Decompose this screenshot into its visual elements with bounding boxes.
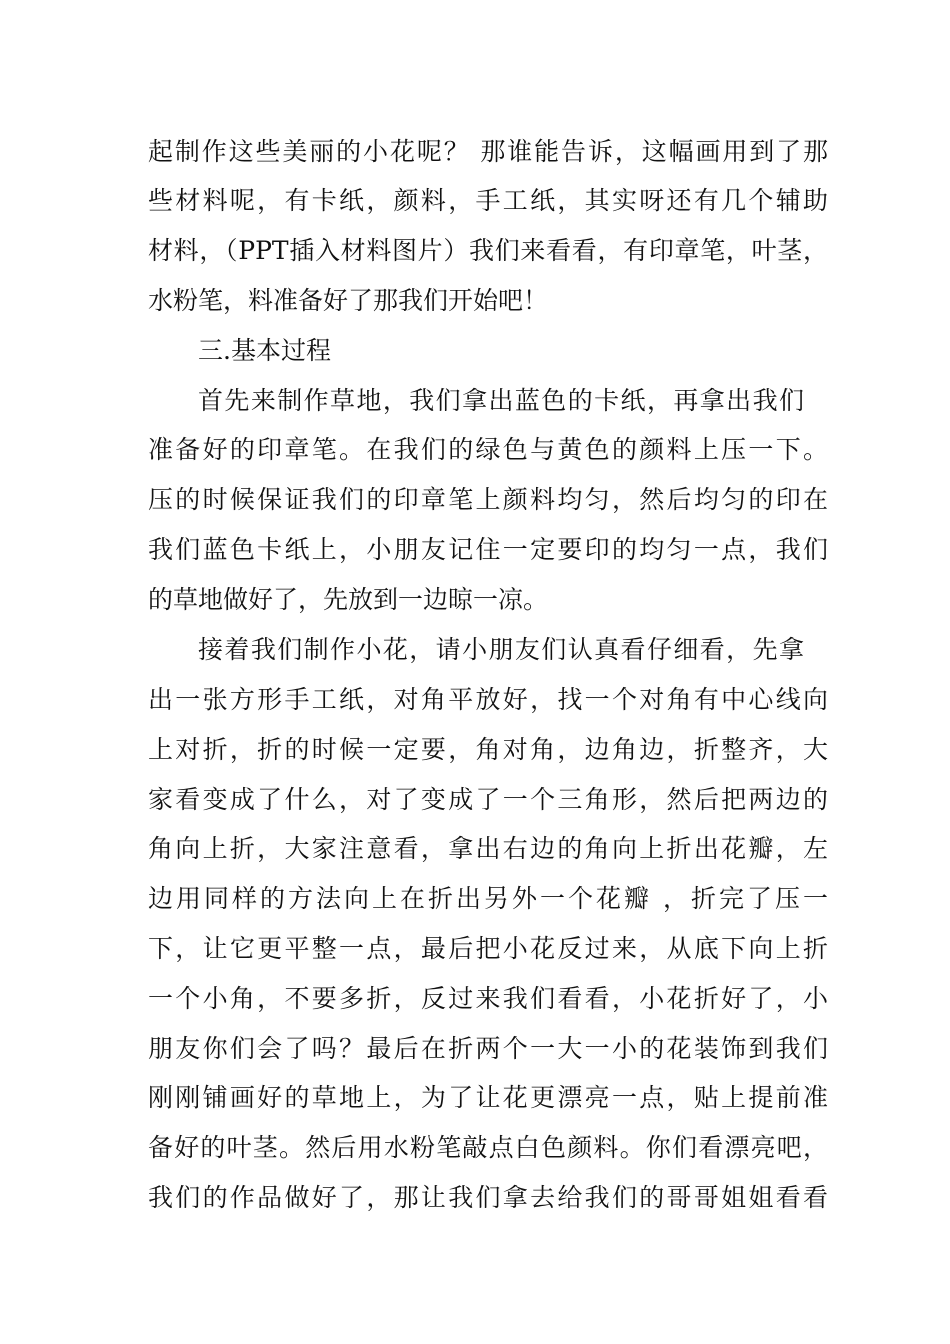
text-line: 出一张方形手工纸，对角平放好，找一个对角有中心线向	[148, 685, 828, 714]
text-line: 压的时候保证我们的印章笔上颜料均匀，然后均匀的印在	[148, 485, 828, 514]
text-line: 的草地做好了，先放到一边晾一凉。	[148, 585, 549, 614]
paragraph-first-line: 接着我们制作小花，请小朋友们认真看仔细看，先拿	[198, 635, 804, 664]
text-line: 边用同样的方法向上在折出另外一个花瓣 ，折完了压一	[148, 884, 828, 913]
text-line: 刚刚铺画好的草地上，为了让花更漂亮一点，贴上提前准	[148, 1083, 828, 1112]
text-line: 家看变成了什么，对了变成了一个三角形，然后把两边的	[148, 785, 828, 814]
text-line: 上对折，折的时候一定要，角对角，边角边，折整齐，大	[148, 735, 828, 764]
paragraph-first-line: 首先来制作草地，我们拿出蓝色的卡纸，再拿出我们	[198, 386, 804, 415]
text-line: 材料，（PPT插入材料图片）我们来看看，有印章笔，叶茎，	[148, 236, 828, 265]
text-line: 朋友你们会了吗？最后在折两个一大一小的花装饰到我们	[148, 1034, 828, 1063]
text-line: 我们蓝色卡纸上，小朋友记住一定要印的均匀一点，我们	[148, 535, 828, 564]
section-heading: 三.基本过程	[198, 336, 331, 365]
text-line: 我们的作品做好了，那让我们拿去给我们的哥哥姐姐看看	[148, 1183, 828, 1212]
text-line: 起制作这些美丽的小花呢？ 那谁能告诉，这幅画用到了那	[148, 137, 828, 166]
text-line: 一个小角，不要多折，反过来我们看看，小花折好了，小	[148, 984, 828, 1013]
text-line: 备好的叶茎。然后用水粉笔敲点白色颜料。你们看漂亮吧，	[148, 1133, 828, 1162]
text-line: 角向上折，大家注意看，拿出右边的角向上折出花瓣，左	[148, 834, 828, 863]
text-line: 水粉笔，料准备好了那我们开始吧！	[148, 286, 549, 315]
text-line: 些材料呢，有卡纸，颜料，手工纸，其实呀还有几个辅助	[148, 186, 828, 215]
text-line: 准备好的印章笔。在我们的绿色与黄色的颜料上压一下。	[148, 435, 828, 464]
text-line: 下，让它更平整一点，最后把小花反过来，从底下向上折	[148, 934, 828, 963]
